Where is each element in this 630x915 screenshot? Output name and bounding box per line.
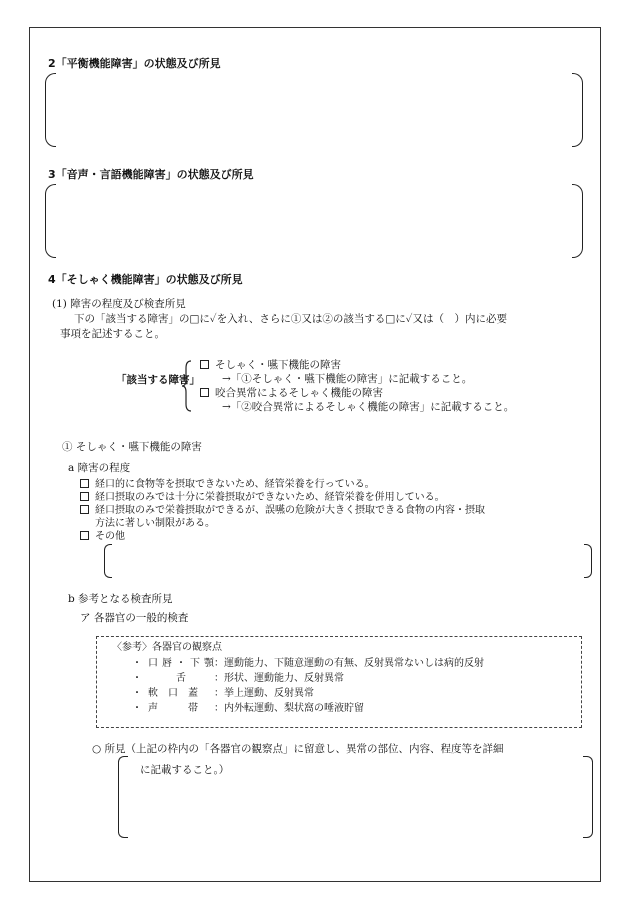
ref-organ: 声 帯 bbox=[148, 703, 198, 714]
ref-desc: ：運動能力、下随意運動の有無、反射異常ないしは病的反射 bbox=[214, 658, 484, 669]
findings-bracket-right bbox=[583, 756, 593, 838]
section-3-bracket-right bbox=[572, 184, 583, 258]
ref-desc: ：挙上運動、反射異常 bbox=[214, 688, 314, 699]
a-item-3-label: 経口摂取のみで栄養摂取ができるが、誤嚥の危険が大きく摂取できる食物の内容・摂取 bbox=[95, 505, 485, 516]
ref-row: ・ bbox=[132, 703, 142, 714]
section-2-bracket-left bbox=[45, 73, 56, 147]
option-mastication-swallowing[interactable] bbox=[200, 359, 341, 372]
section-3-bracket-left bbox=[45, 184, 56, 258]
a-item-4[interactable] bbox=[80, 531, 125, 544]
ref-row: ・ bbox=[132, 688, 142, 699]
checkbox-icon[interactable] bbox=[200, 388, 209, 397]
sub1-b-subtitle: ア 各器官の一般的検査 bbox=[80, 612, 189, 624]
ref-desc: ：形状、運動能力、反射異常 bbox=[214, 673, 344, 684]
ref-organ: 舌 bbox=[176, 673, 186, 684]
section-4-title: 4「そしゃく機能障害」の状態及び所見 bbox=[48, 273, 243, 286]
section-2-input-area[interactable] bbox=[60, 76, 568, 142]
a-item-4-label: その他 bbox=[95, 531, 125, 542]
a-item-1-label: 経口的に食物等を摂取できないため、経管栄養を行っている。 bbox=[95, 479, 375, 490]
part1-instruction-line1: 下の「該当する障害」の□に✓を入れ、さらに①又は②の該当する□に✓又は（ ）内に必要 bbox=[74, 313, 508, 325]
findings-input-area[interactable] bbox=[130, 780, 580, 834]
checkbox-icon[interactable] bbox=[80, 492, 89, 501]
applicable-disorder-label: 「該当する障害」 bbox=[116, 374, 200, 386]
findings-bracket-left bbox=[118, 756, 128, 838]
section-3-input-area[interactable] bbox=[60, 187, 568, 253]
ref-row: ・ bbox=[132, 673, 142, 684]
reference-title: 〈参考〉各器官の観察点 bbox=[112, 642, 222, 653]
other-input-area[interactable] bbox=[114, 546, 580, 574]
option1-label: そしゃく・嚥下機能の障害 bbox=[215, 359, 341, 371]
ref-desc: ：内外転運動、梨状窩の唾液貯留 bbox=[214, 703, 364, 714]
curly-brace bbox=[182, 360, 192, 412]
checkbox-icon[interactable] bbox=[200, 360, 209, 369]
findings-instruction-line2: に記載すること。） bbox=[140, 764, 230, 776]
checkbox-icon[interactable] bbox=[80, 531, 89, 540]
a-item-2-label: 経口摂取のみでは十分に栄養摂取ができないため、経管栄養を併用している。 bbox=[95, 492, 445, 503]
a-item-2[interactable] bbox=[80, 492, 445, 505]
findings-instruction-line1: ○ 所見（上記の枠内の「各器官の観察点」に留意し、異常の部位、内容、程度等を詳細 bbox=[92, 743, 504, 755]
sub1-title: ① そしゃく・嚥下機能の障害 bbox=[62, 441, 202, 453]
option2-label: 咬合異常によるそしゃく機能の障害 bbox=[215, 387, 383, 399]
ref-row: ・ bbox=[132, 658, 142, 669]
a-item-3[interactable] bbox=[80, 505, 485, 518]
option-occlusion[interactable] bbox=[200, 387, 383, 400]
sub1-a-title: a 障害の程度 bbox=[68, 462, 131, 474]
section-3-title: 3「音声・言語機能障害」の状態及び所見 bbox=[48, 168, 254, 181]
checkbox-icon[interactable] bbox=[80, 505, 89, 514]
part1-heading: (1) 障害の程度及び検査所見 bbox=[52, 298, 186, 310]
other-bracket-left bbox=[104, 544, 112, 578]
ref-organ: 軟 口 蓋 bbox=[148, 688, 198, 699]
sub1-b-title: b 参考となる検査所見 bbox=[68, 593, 173, 605]
section-2-title: 2「平衡機能障害」の状態及び所見 bbox=[48, 57, 221, 70]
option2-note: →「②咬合異常によるそしゃく機能の障害」に記載すること。 bbox=[222, 401, 515, 413]
a-item-3-continued: 方法に著しい制限がある。 bbox=[95, 518, 215, 529]
ref-organ: 口唇・下顎 bbox=[148, 658, 214, 669]
other-bracket-right bbox=[584, 544, 592, 578]
option1-note: →「①そしゃく・嚥下機能の障害」に記載すること。 bbox=[222, 373, 473, 385]
section-2-bracket-right bbox=[572, 73, 583, 147]
checkbox-icon[interactable] bbox=[80, 479, 89, 488]
a-item-1[interactable] bbox=[80, 479, 375, 492]
part1-instruction-line2: 事項を記述すること。 bbox=[60, 328, 165, 340]
